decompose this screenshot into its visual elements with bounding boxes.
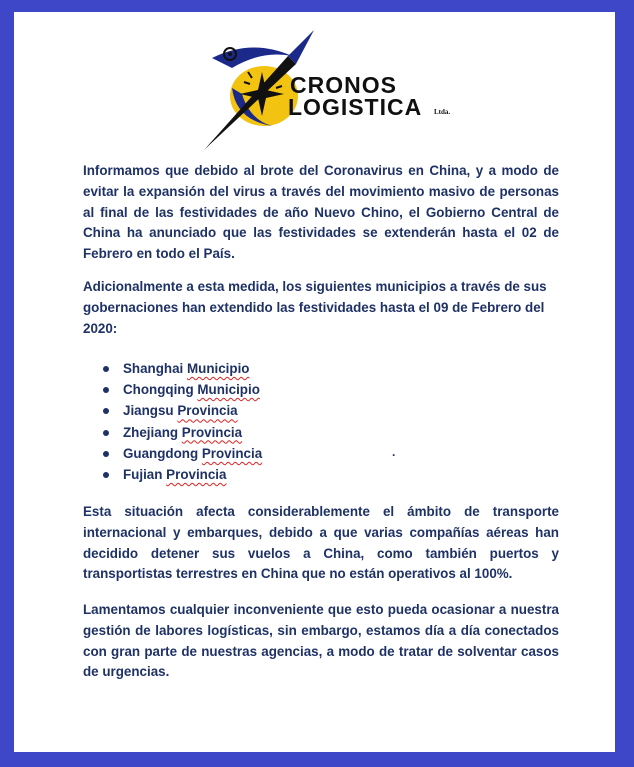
paragraph-measures: Adicionalmente a esta medida, los siguientes municipios a través de sus gobernaciones han extendido las festividades hasta el 09 de Febrero del 2020: (83, 279, 547, 336)
paragraph-apology: Lamentamos cualquier inconveniente que esto pueda ocasionar a nuestra gestión de labores logísticas, sin embargo, estamos día a día conectados con gran parte de nuestras agencias, a modo de tratar de solventar casos de urgencias. (83, 602, 559, 680)
bullet-icon (103, 451, 109, 457)
logo-wordmark-cronos: CRONOS (290, 72, 397, 98)
bullet-icon (103, 430, 109, 436)
bullet-icon (103, 366, 109, 372)
list-item: Fujian Provincia (83, 464, 559, 485)
list-item: Chongqing Municipio (83, 379, 559, 400)
list-item: Guangdong Provincia (83, 443, 559, 464)
bullet-icon (103, 387, 109, 393)
company-logo (192, 28, 492, 154)
stray-period: . (392, 445, 396, 459)
bullet-icon (103, 408, 109, 414)
municipality-list (83, 358, 559, 485)
logo-wordmark-logistica: LOGISTICA (288, 94, 423, 120)
paragraph-impact: Esta situación afecta considerablemente el ámbito de transporte internacional y embarques, debido a que varias compañías aéreas han decidido detener sus vuelos a China, como también puertos y transportistas terrestres en China que no están operativos al 100%. (83, 504, 559, 582)
document-page (14, 12, 615, 752)
list-item: Jiangsu Provincia (83, 400, 559, 421)
bullet-icon (103, 472, 109, 478)
list-item: Zhejiang Provincia (83, 422, 559, 443)
paragraph-intro: Informamos que debido al brote del Coronavirus en China, y a modo de evitar la expansión del virus a través del movimiento masivo de personas al final de las festividades de año Nuevo Chino, el Gobierno Central de China ha anunciado que las festividades se extenderán hasta el 02 de Febrero en todo el País. (83, 163, 559, 262)
list-item: Shanghai Municipio (83, 358, 559, 379)
logo-suffix: Ltda. (434, 108, 451, 116)
